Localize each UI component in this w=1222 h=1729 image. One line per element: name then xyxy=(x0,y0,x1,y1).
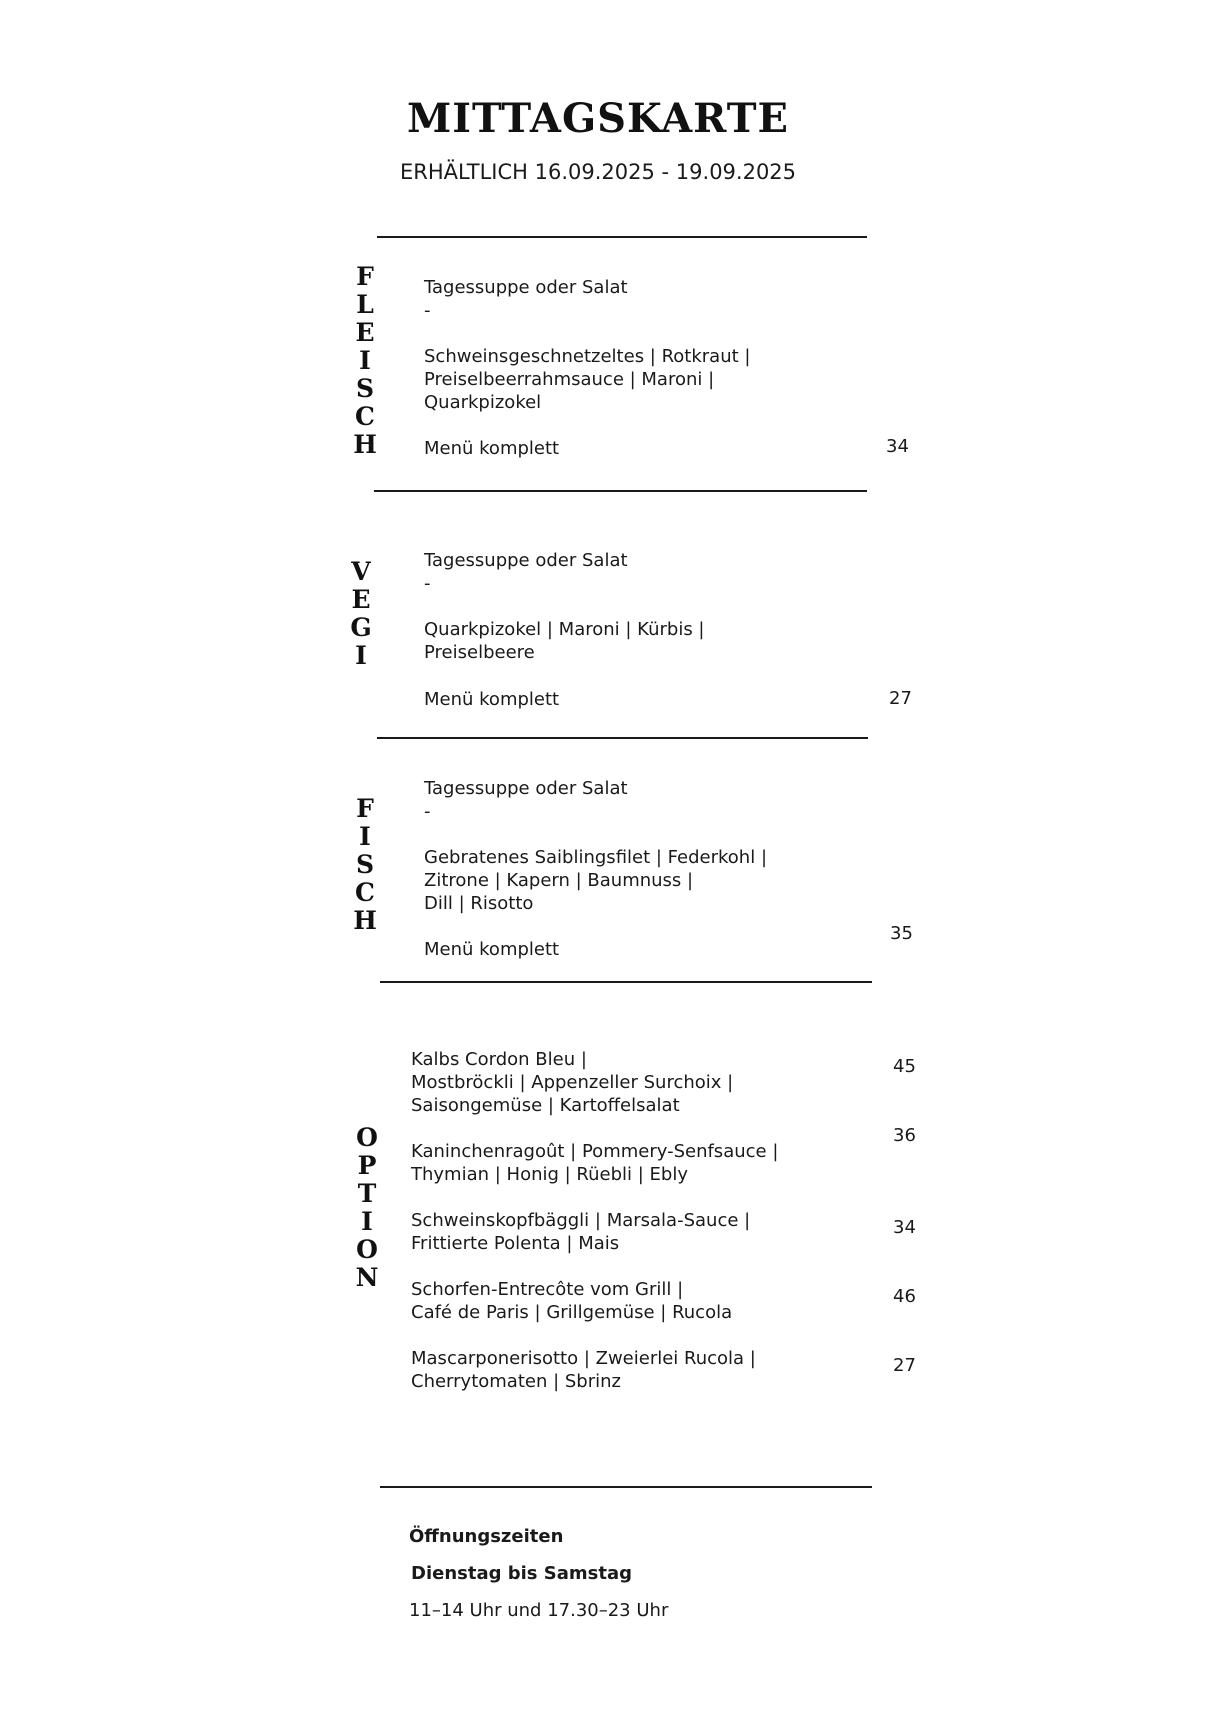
main-course-line: Quarkpizokel | Maroni | Kürbis | xyxy=(424,619,705,640)
price: 27 xyxy=(893,1355,916,1376)
menu-label: Menü komplett xyxy=(424,438,560,459)
divider xyxy=(374,490,867,492)
opening-hours-heading: Öffnungszeiten xyxy=(409,1526,564,1547)
section-label-fisch: F I S C H xyxy=(353,794,377,935)
option-item-line: Cherrytomaten | Sbrinz xyxy=(411,1371,621,1392)
main-course-line: Quarkpizokel xyxy=(424,392,542,413)
section-label-vegi: V E G I xyxy=(350,557,372,670)
main-course-line: Dill | Risotto xyxy=(424,893,534,914)
price: 27 xyxy=(889,688,912,709)
opening-days: Dienstag bis Samstag xyxy=(411,1563,633,1584)
availability-dates: ERHÄLTLICH 16.09.2025 - 19.09.2025 xyxy=(399,160,797,184)
option-item-line: Café de Paris | Grillgemüse | Rucola xyxy=(411,1302,733,1323)
option-item-line: Kaninchenragoût | Pommery-Senfsauce | xyxy=(411,1141,779,1162)
menu-label: Menü komplett xyxy=(424,689,560,710)
option-item-line: Mascarponerisotto | Zweierlei Rucola | xyxy=(411,1348,756,1369)
page-title: MITTAGSKARTE xyxy=(407,95,789,142)
separator: - xyxy=(424,801,431,822)
option-item-line: Schweinskopfbäggli | Marsala-Sauce | xyxy=(411,1210,751,1231)
price: 46 xyxy=(893,1286,916,1307)
option-item-line: Frittierte Polenta | Mais xyxy=(411,1233,620,1254)
starter-text: Tagessuppe oder Salat xyxy=(424,550,628,571)
section-label-option: O P T I O N xyxy=(355,1123,379,1292)
divider xyxy=(380,981,872,983)
divider xyxy=(377,737,868,739)
option-item-line: Schorfen-Entrecôte vom Grill | xyxy=(411,1279,684,1300)
price: 34 xyxy=(893,1217,916,1238)
main-course-line: Gebratenes Saiblingsfilet | Federkohl | xyxy=(424,847,768,868)
option-item-line: Thymian | Honig | Rüebli | Ebly xyxy=(411,1164,688,1185)
main-course-line: Preiselbeere xyxy=(424,642,535,663)
section-label-fleisch: F L E I S C H xyxy=(353,262,377,459)
divider xyxy=(380,1486,872,1488)
main-course-line: Zitrone | Kapern | Baumnuss | xyxy=(424,870,694,891)
price: 34 xyxy=(886,436,909,457)
starter-text: Tagessuppe oder Salat xyxy=(424,277,628,298)
price: 35 xyxy=(890,923,913,944)
price: 45 xyxy=(893,1056,916,1077)
opening-hours: 11–14 Uhr und 17.30–23 Uhr xyxy=(409,1600,669,1621)
separator: - xyxy=(424,300,431,321)
divider xyxy=(377,236,867,238)
price: 36 xyxy=(893,1125,916,1146)
option-item-line: Kalbs Cordon Bleu | xyxy=(411,1049,587,1070)
starter-text: Tagessuppe oder Salat xyxy=(424,778,628,799)
main-course-line: Schweinsgeschnetzeltes | Rotkraut | xyxy=(424,346,751,367)
menu-label: Menü komplett xyxy=(424,939,560,960)
main-course-line: Preiselbeerrahmsauce | Maroni | xyxy=(424,369,715,390)
separator: - xyxy=(424,573,431,594)
option-item-line: Mostbröckli | Appenzeller Surchoix | xyxy=(411,1072,734,1093)
option-item-line: Saisongemüse | Kartoffelsalat xyxy=(411,1095,680,1116)
